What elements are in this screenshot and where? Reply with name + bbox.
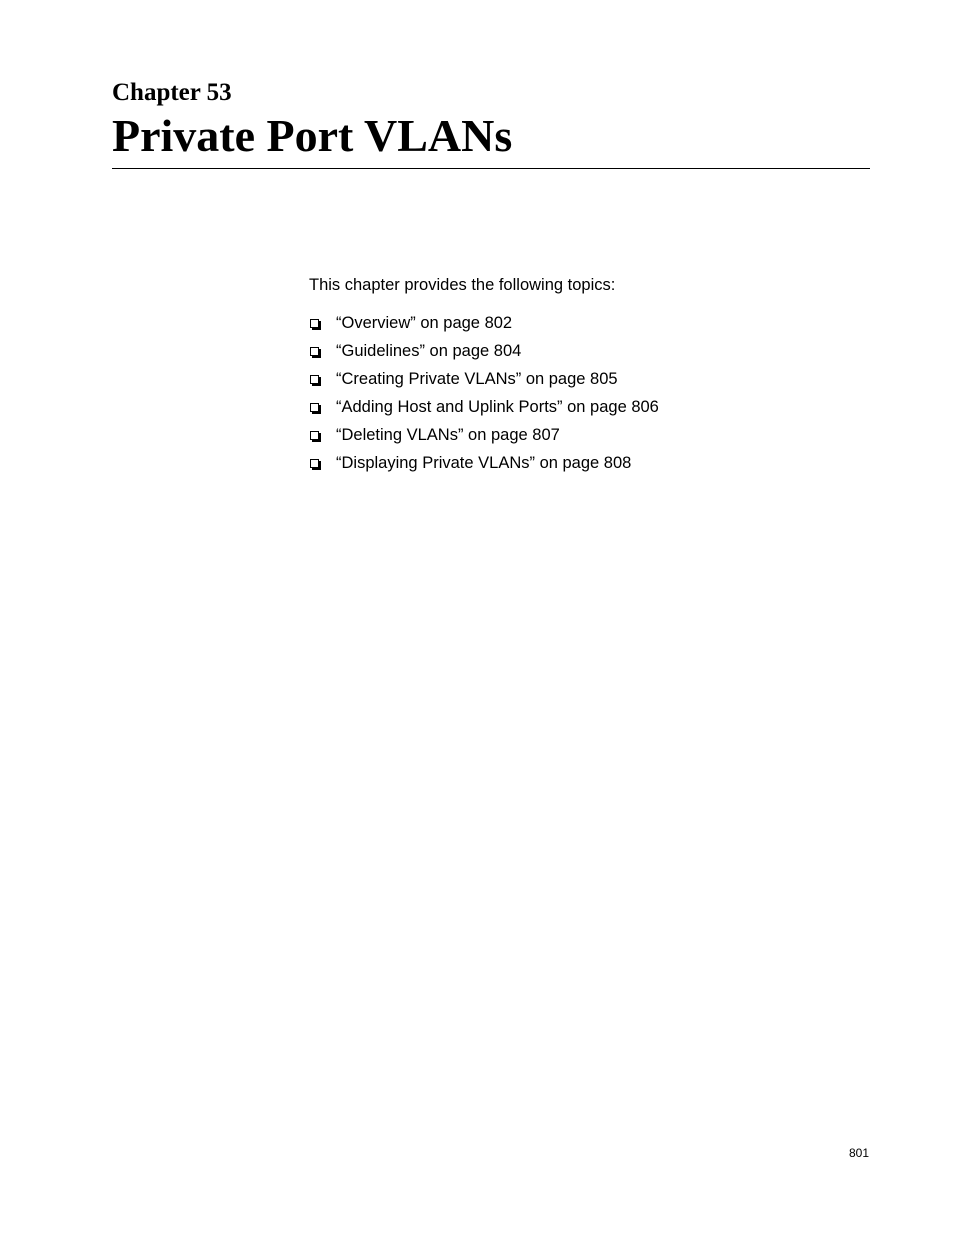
topic-item[interactable]: [309, 312, 659, 340]
topic-link[interactable]: “Overview” on page 802: [336, 314, 513, 332]
box-bullet-icon: [309, 368, 336, 390]
box-bullet-icon: [309, 340, 336, 362]
box-bullet-icon: [309, 312, 336, 334]
topic-item[interactable]: [309, 396, 659, 424]
topic-item[interactable]: [309, 424, 659, 452]
topic-link[interactable]: “Adding Host and Uplink Ports” on page 806: [336, 398, 659, 416]
topic-link[interactable]: “Guidelines” on page 804: [336, 342, 522, 360]
topic-link[interactable]: “Displaying Private VLANs” on page 808: [336, 454, 632, 472]
chapter-title: Private Port VLANs: [112, 110, 513, 161]
box-bullet-icon: [309, 396, 336, 418]
box-bullet-icon: [309, 452, 336, 474]
intro-text: This chapter provides the following topics:: [309, 276, 616, 294]
topic-link[interactable]: “Deleting VLANs” on page 807: [336, 426, 560, 444]
topic-item[interactable]: [309, 340, 659, 368]
topic-item[interactable]: [309, 368, 659, 396]
chapter-label: Chapter 53: [112, 79, 232, 106]
title-divider: [112, 168, 870, 169]
box-bullet-icon: [309, 424, 336, 446]
topic-link[interactable]: “Creating Private VLANs” on page 805: [336, 370, 618, 388]
topic-item[interactable]: [309, 452, 659, 480]
page-number: 801: [848, 1146, 869, 1160]
topic-list: [309, 312, 659, 480]
